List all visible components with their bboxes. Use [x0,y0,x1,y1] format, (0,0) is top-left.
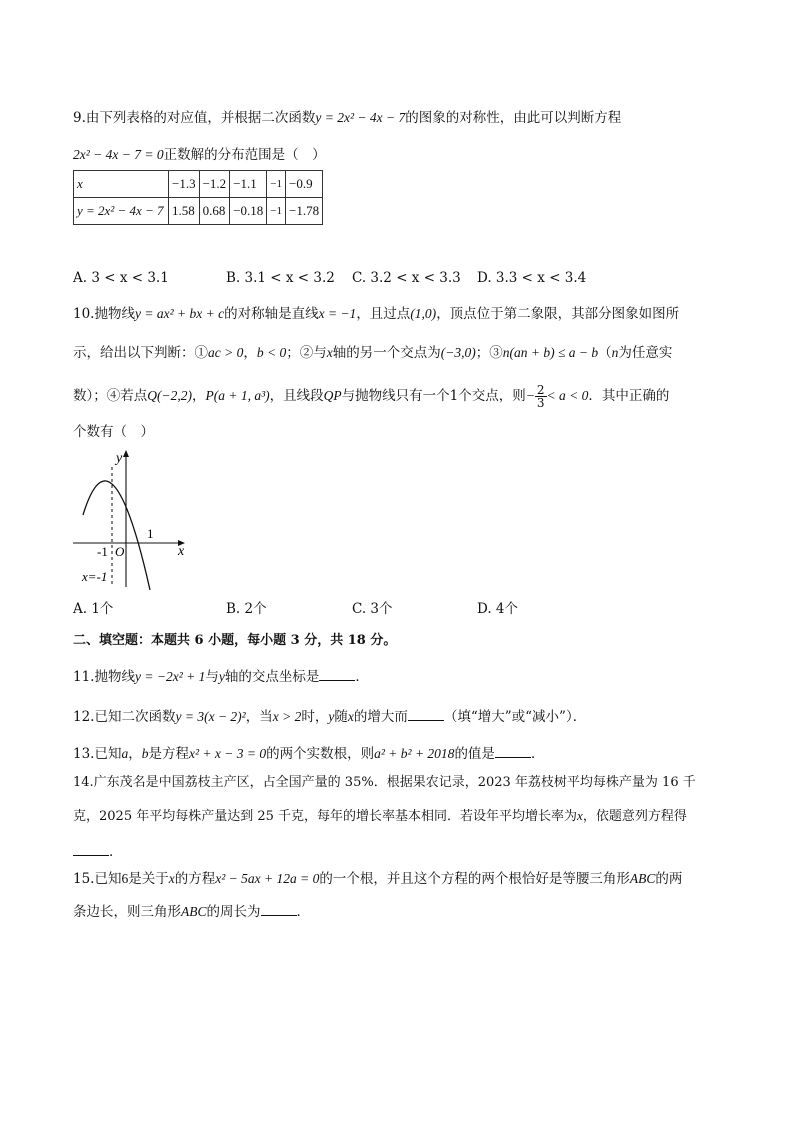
table-cell: −0.9 [286,171,323,198]
q15-answer-blank[interactable] [261,903,297,916]
q10-text: ；③ [475,345,503,361]
q13-text: ， [128,746,142,762]
q10-text: 轴的另一个交点为 [332,345,441,361]
q12-answer-blank[interactable] [408,708,444,721]
q10-text: ， [243,345,257,361]
q9-option-d[interactable]: D. 3.3 < x < 3.4 [477,270,587,286]
q10-line4 [73,422,154,442]
q9-text-2: 的图象的对称性，由此可以判断方程 [405,110,622,126]
q10-text: ．其中正确的 [588,388,670,404]
q10-text: 数）；④若点 [73,388,148,404]
q15-text: 是关于 [128,871,169,887]
q15-math: x [168,871,175,886]
q12-text: 12.已知二次函数 [73,709,176,725]
table-cell: 1.58 [169,198,200,225]
q10-math: b < 0 [256,345,287,360]
q11-answer-blank[interactable] [319,668,355,681]
q10-option-a[interactable]: A. 1个 [73,601,114,617]
q13-text: 的值是 [454,746,495,762]
q10-math: QP [323,388,342,403]
q9-equation: 2x² − 4x − 7 = 0 [73,147,164,162]
q15-line2 [73,902,310,922]
q10-fraction [535,384,547,409]
q15-math: ABC [181,904,207,919]
q15-text: 15.已知 [73,871,122,887]
q10-math: < a < 0 [546,388,589,403]
q10-math: n [611,345,619,360]
q10-option-b[interactable]: B. 2个 [226,601,267,617]
q13-math: a [121,746,129,761]
table-row [74,171,323,198]
q15-text: 条边长，则三角形 [73,904,181,920]
q10-text: 10.抛物线 [73,306,135,322]
q9-value-table [73,170,323,225]
q13-math: b [141,746,149,761]
q15-text: 的方程 [174,871,216,887]
table-row [74,198,323,225]
table-cell: y = 2x² − 4x − 7 [74,198,169,225]
table-cell: −1.78 [286,198,323,225]
q10-text: ， [191,388,206,404]
origin-label: O [115,544,125,559]
one-tick-label: 1 [147,526,154,541]
q10-function: y = ax² + bx + c [134,306,225,321]
q10-text: 为任意实 [618,345,673,361]
q14-math: x [577,808,583,823]
q10-text: ，且线段 [269,388,324,404]
q14-answer-blank[interactable] [73,843,109,856]
q13-text: ． [530,746,545,762]
table-cell: −1 [267,171,286,198]
q14-text: 克，2025 年平均每株产量达到 25 千克，每年的增长率基本相同．若设年平均增长率为 [73,809,578,824]
q13-line [73,744,544,764]
q11-math: y [218,669,225,684]
y-axis-arrow-icon [123,450,129,457]
table-cell: −0.18 [230,198,267,225]
y-axis-label: y [116,451,123,466]
q11-text: 轴的交点坐标是 [224,669,320,685]
q10-line3 [73,384,669,409]
q12-text: 的增大而 [353,709,408,725]
q12-text: ，当 [245,709,273,725]
q10-line1 [73,304,679,324]
q10-math: (−3,0) [440,345,476,360]
q15-text: ． [296,904,310,920]
q10-text: 的对称轴是直线 [224,306,319,322]
q12-line [73,707,586,727]
q15-math: 6 [121,871,129,886]
q11-text: ． [355,669,369,685]
section-heading: 二、填空题：本题共 6 小题，每小题 3 分，共 18 分。 [73,633,397,648]
q13-equation: x² + x − 3 = 0 [188,746,267,761]
q12-function: y = 3(x − 2)² [175,709,246,724]
q14-text: ． [109,844,123,860]
table-cell: −1.3 [169,171,200,198]
q11-line [73,667,369,687]
q13-text: 13.已知 [73,746,122,762]
q10-text: ，且过点 [356,306,411,322]
q10-parabola-graph [70,445,195,595]
q12-text: （填“增大”或“减小”）． [443,709,587,725]
neg-one-tick-label: -1 [97,544,108,559]
table-cell: −1 [267,198,286,225]
q13-text: 的两个实数根，则 [266,746,375,762]
q9-line2 [73,145,326,165]
q11-text: 11.抛物线 [73,669,135,685]
q9-text: 9.由下列表格的对应值，并根据二次函数 [73,110,316,126]
q9-option-b[interactable]: B. 3.1 < x < 3.2 [226,270,335,286]
q14-line3 [73,842,123,862]
q13-text: 是方程 [148,746,189,762]
fraction-denominator: 3 [536,396,545,410]
table-cell: −1.2 [199,171,230,198]
q9-option-a[interactable]: A. 3 < x < 3.1 [73,270,169,286]
table-cell: −1.1 [230,171,267,198]
q10-point: (1,0) [410,306,437,321]
q12-math: x > 2 [272,709,302,724]
q10-text: 与抛物线只有一个1个交点，则 [341,388,526,404]
q10-text: 示，给出以下判断：① [73,345,208,361]
q14-text: ，依题意列方程得 [582,809,687,824]
q11-text: 与 [205,669,219,685]
q10-option-c[interactable]: C. 3个 [352,601,393,617]
table-cell: 0.68 [199,198,230,225]
q9-line1 [73,108,621,128]
q10-math: ac > 0 [208,345,244,360]
table-cell: x [74,171,169,198]
symmetry-axis-label: x=-1 [82,569,108,584]
q15-text: 的一个根，并且这个方程的两个根恰好是等腰三角形 [319,871,630,887]
q10-math: x [326,345,333,360]
q15-text: 的两 [655,871,683,887]
q12-text: 随 [334,709,348,725]
q10-text: ；②与 [286,345,327,361]
q10-axis: x = −1 [318,306,357,321]
q9-question: 正数解的分布范围是（ ） [163,147,326,163]
q13-answer-blank[interactable] [495,745,531,758]
q12-text: 时， [301,709,329,725]
q10-math: − [525,388,535,403]
q14-line2 [73,806,687,827]
q10-text: ，顶点位于第二象限，其部分图象如图所 [436,306,680,322]
q9-function: y = 2x² − 4x − 7 [315,110,406,125]
q15-line1 [73,869,682,889]
q13-expression: a² + b² + 2018 [374,746,455,761]
q10-option-d[interactable]: D. 4个 [477,601,519,617]
q10-line2 [73,343,672,363]
q10-math: Q(−2,2) [147,388,192,403]
q14-line1: 14.广东茂名是中国荔枝主产区，占全国产量的 35%．根据果农记录，2023 年荔枝树平均每株产量为 16 千 [73,775,696,790]
q10-text: （ [598,345,612,361]
q10-math: P(a + 1, a³) [205,388,270,403]
q15-text: 的周长为 [206,904,261,920]
q9-option-c[interactable]: C. 3.2 < x < 3.3 [352,270,461,286]
x-axis-label: x [178,544,185,559]
q15-equation: x² − 5ax + 12a = 0 [215,871,320,886]
q15-math: ABC [629,871,656,886]
fraction-numerator: 2 [536,383,545,397]
q11-function: y = −2x² + 1 [134,669,206,684]
q12-math: y [328,709,335,724]
q12-math: x [347,709,354,724]
q10-math: n(an + b) ≤ a − b [502,345,599,360]
q10-text: 个数有（ ） [73,424,154,440]
